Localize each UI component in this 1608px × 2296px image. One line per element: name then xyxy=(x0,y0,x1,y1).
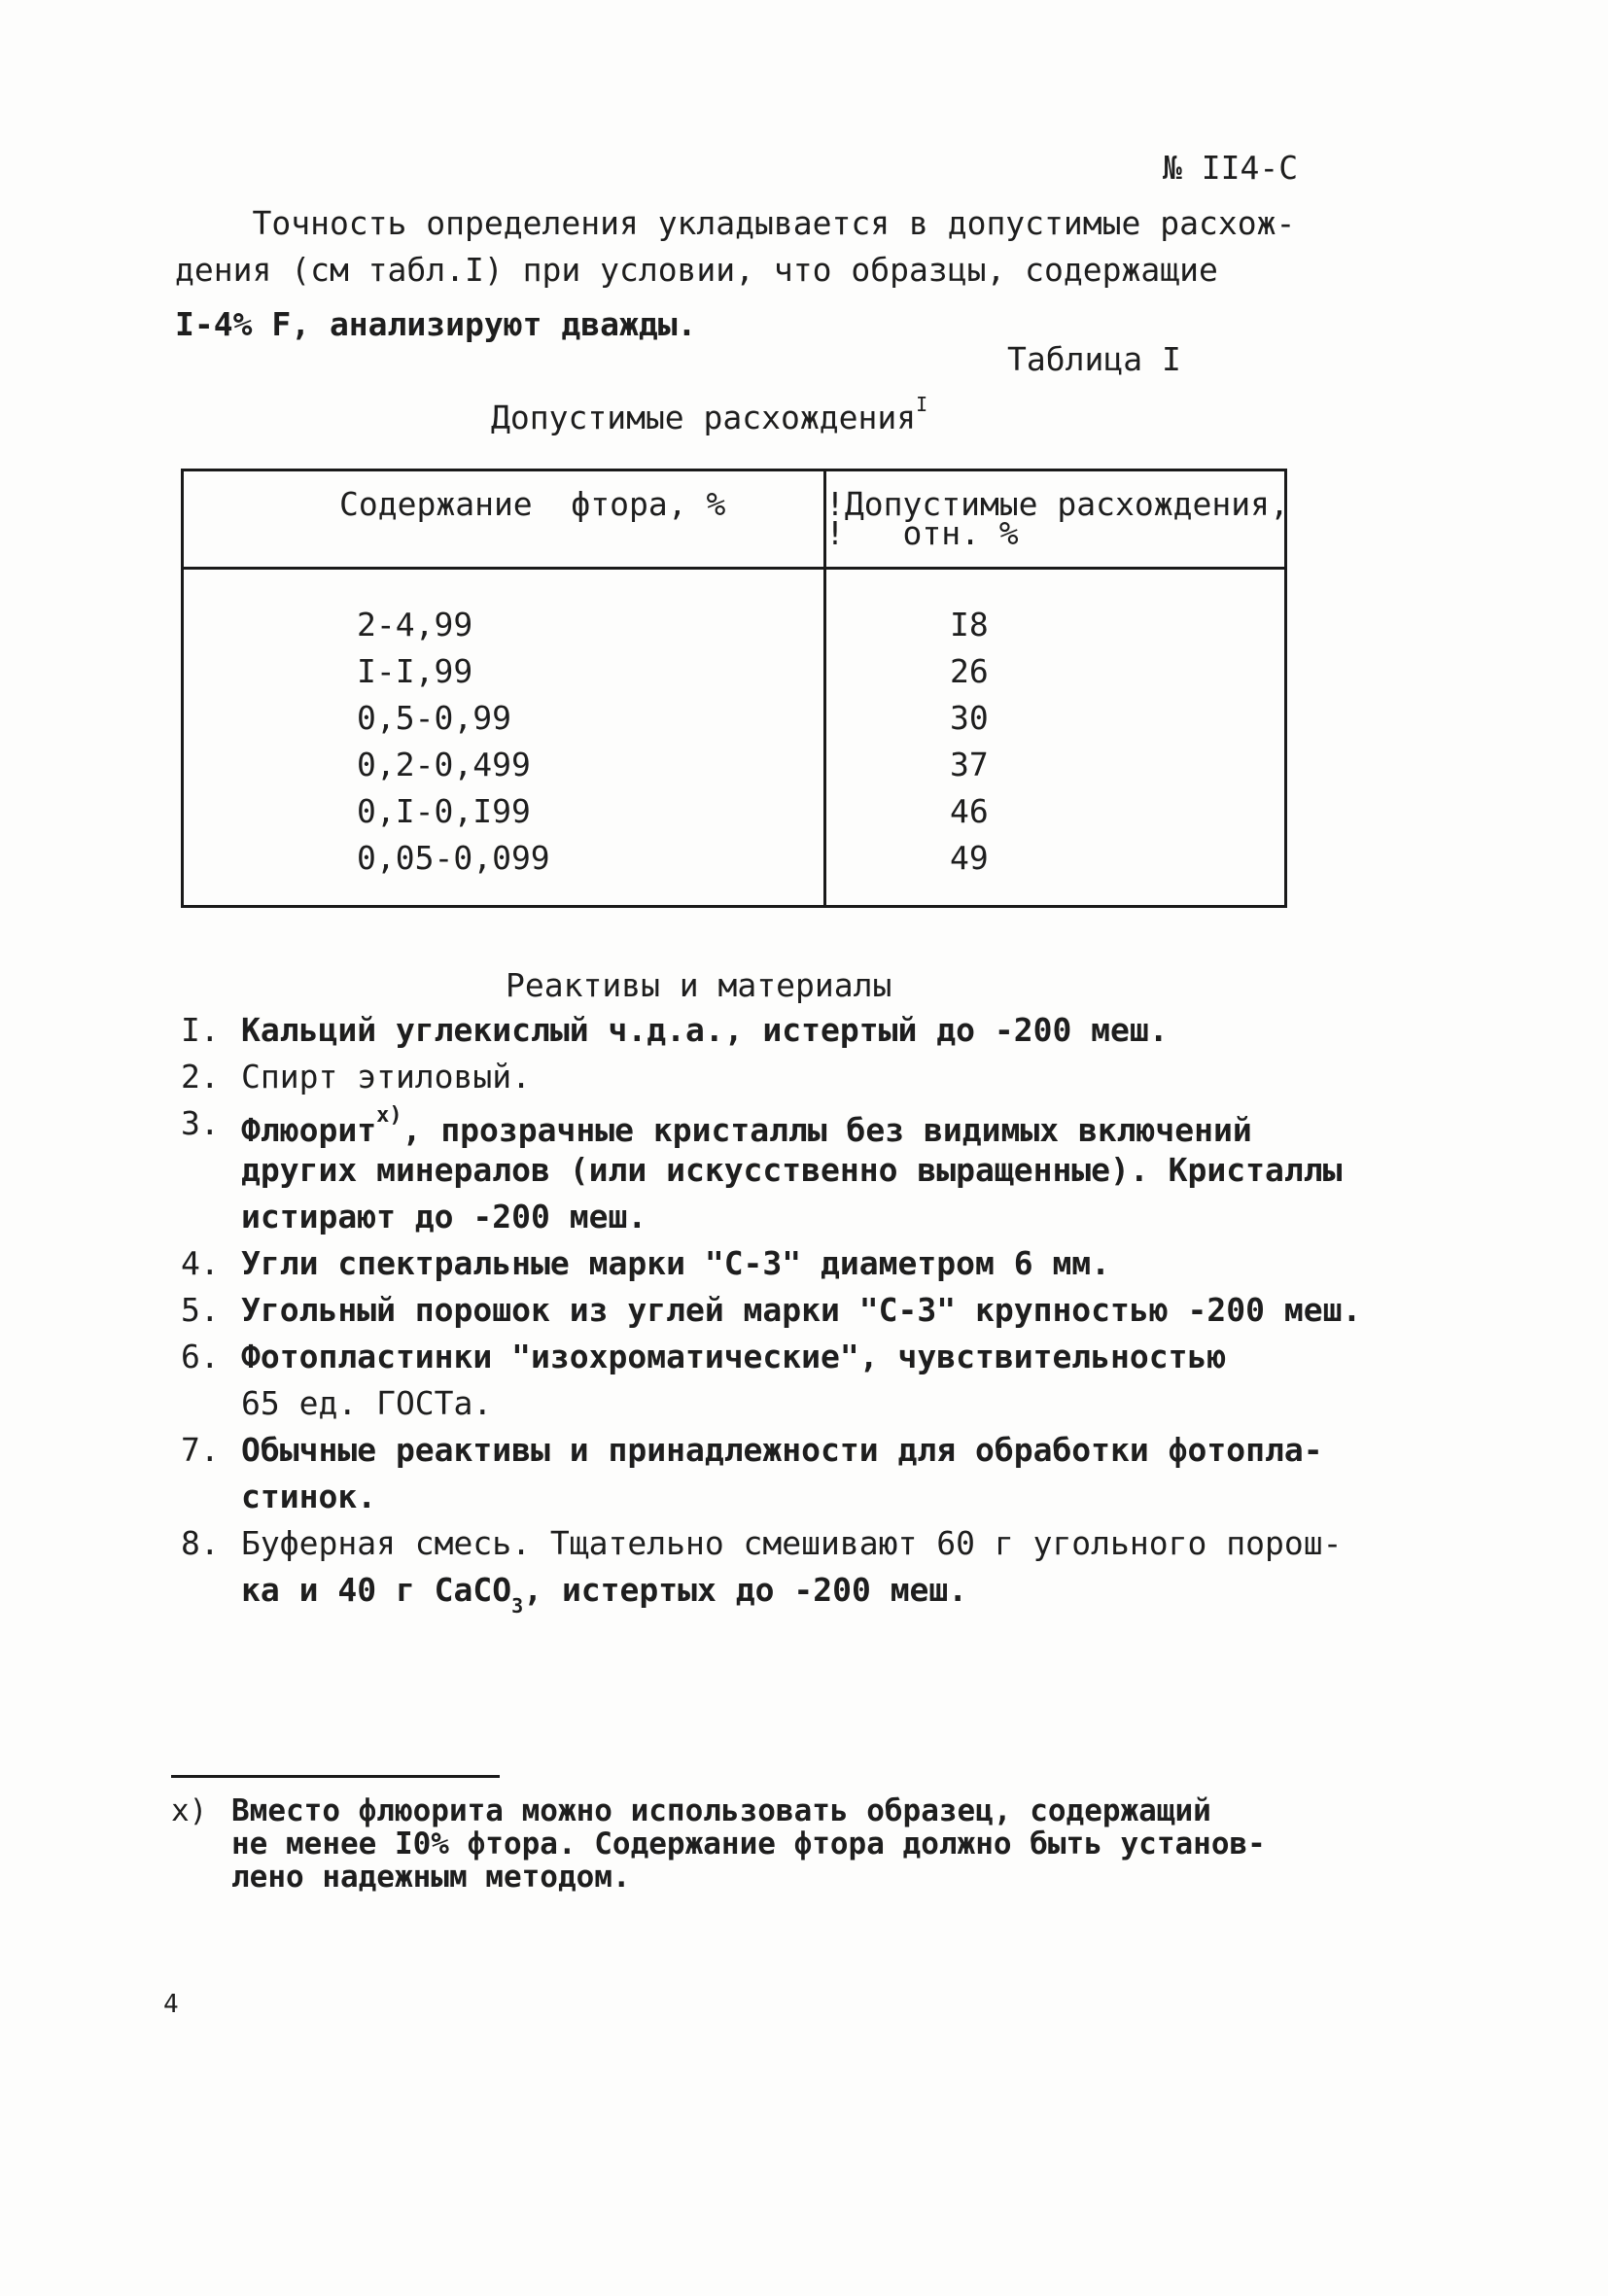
table-header-divider xyxy=(184,567,1284,570)
footnote-divider xyxy=(171,1775,500,1778)
list-item-text: истирают до -200 меш. xyxy=(241,1198,647,1235)
section-heading-materials: Реактивы и материалы xyxy=(506,966,892,1004)
table-cell-value: 49 xyxy=(950,839,989,877)
list-item-text: других минералов (или искусственно выращенные). Кристаллы xyxy=(241,1151,1343,1189)
list-item-number: 7. xyxy=(181,1431,220,1469)
table-cell-value: 26 xyxy=(950,652,989,690)
table-cell-value: 30 xyxy=(950,699,989,737)
list-item-text: Кальций углекислый ч.д.а., истертый до -200 меш. xyxy=(241,1011,1169,1049)
table-caption: Таблица I xyxy=(1007,340,1181,378)
list-item-text: Обычные реактивы и принадлежности для обработки фотопла- xyxy=(241,1431,1323,1469)
intro-line-1: Точность определения укладывается в допустимые расхож- xyxy=(175,204,1296,242)
list-item-text: Спирт этиловый. xyxy=(241,1058,532,1096)
subscript: 3 xyxy=(511,1593,524,1618)
table-cell-range: 0,2-0,499 xyxy=(357,746,531,783)
list-item-number: 8. xyxy=(181,1524,220,1562)
list-item-text: стинок. xyxy=(241,1478,377,1515)
footnote-line: Вместо флюорита можно использовать образец, содержащий xyxy=(231,1793,1211,1828)
footnote-line: не менее I0% фтора. Содержание фтора должно быть установ- xyxy=(231,1826,1266,1861)
table-cell-range: 2-4,99 xyxy=(357,606,473,644)
table-header-tolerance: !Допустимые расхождения, xyxy=(825,485,1289,523)
list-item-text xyxy=(241,1104,1252,1150)
tolerance-table xyxy=(181,469,1287,908)
list-item-number: 6. xyxy=(181,1338,220,1375)
table-header-fluorine-content: Содержание фтора, % xyxy=(339,485,726,523)
list-item-number: 5. xyxy=(181,1291,220,1329)
table-cell-value: I8 xyxy=(950,606,989,644)
table-cell-range: I-I,99 xyxy=(357,652,473,690)
list-item-number: 2. xyxy=(181,1058,220,1096)
list-item-text: Буферная смесь. Тщательно смешивают 60 г угольного порош- xyxy=(241,1524,1343,1562)
intro-line-3: I-4% F, анализируют дважды. xyxy=(175,305,697,343)
table-cell-range: 0,5-0,99 xyxy=(357,699,511,737)
table-title-marker: I xyxy=(916,393,928,416)
list-item-text: Угли спектральные марки "С-3" диаметром 6 мм. xyxy=(241,1244,1111,1282)
page-number: 4 xyxy=(163,1990,179,2019)
list-item-text-part: Флюорит xyxy=(241,1111,377,1149)
table-cell-value: 37 xyxy=(950,746,989,783)
intro-line-2: дения (см табл.I) при условии, что образцы, содержащие xyxy=(175,251,1218,289)
list-item-text xyxy=(241,1571,967,1621)
document-number: № II4-С xyxy=(1163,149,1299,187)
table-cell-range: 0,I-0,I99 xyxy=(357,792,531,830)
table-cell-value: 46 xyxy=(950,792,989,830)
footnote-reference: x) xyxy=(376,1103,402,1128)
list-item-text: Угольный порошок из углей марки "С-3" крупностью -200 меш. xyxy=(241,1291,1362,1329)
list-item-text-part: , прозрачные кристаллы без видимых включений xyxy=(402,1111,1252,1149)
list-item-text: Фотопластинки "изохроматические", чувствительностью xyxy=(241,1338,1227,1375)
table-header-tolerance-unit: ! отн. % xyxy=(825,514,1019,552)
table-cell-range: 0,05-0,099 xyxy=(357,839,550,877)
list-item-text-part: ка и 40 г CaCO xyxy=(241,1571,512,1609)
list-item-number: I. xyxy=(181,1011,220,1049)
list-item-text-part: , истертых до -200 меш. xyxy=(523,1571,968,1609)
list-item-text: 65 ед. ГОСТа. xyxy=(241,1384,493,1422)
footnote-marker: x) xyxy=(171,1793,208,1828)
footnote-line: лено надежным методом. xyxy=(231,1860,631,1895)
list-item-number: 3. xyxy=(181,1104,220,1142)
table-title-text: Допустимые расхождения xyxy=(491,399,917,436)
list-item-number: 4. xyxy=(181,1244,220,1282)
table-title xyxy=(491,391,927,437)
